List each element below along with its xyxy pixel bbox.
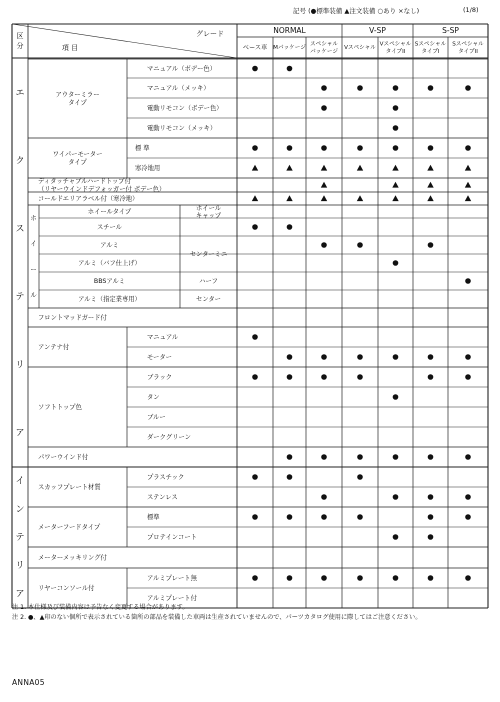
row-label: 電動リモコン（ボデー色） (147, 105, 223, 112)
standard-mark (428, 354, 434, 360)
standard-mark (287, 454, 293, 460)
order-mark (357, 165, 363, 171)
footnote: 注 1. 本仕様及び装備内容は予告なく変更する場合があります。 (12, 604, 189, 611)
standard-mark (465, 494, 471, 500)
standard-mark (428, 85, 434, 91)
standard-mark (321, 374, 327, 380)
grade-column: Mパッケージ (273, 45, 306, 51)
order-mark (252, 195, 258, 201)
category-label: タイプ (68, 99, 87, 107)
standard-mark (428, 534, 434, 540)
order-mark (427, 182, 433, 188)
order-mark (392, 195, 398, 201)
standard-mark (321, 105, 327, 111)
category-label: ワイパーモーター (52, 151, 103, 158)
standard-mark (428, 242, 434, 248)
standard-mark (465, 354, 471, 360)
row-label: 標 準 (135, 145, 150, 152)
section-label: テ (15, 533, 25, 543)
standard-mark (428, 575, 434, 581)
row-label: BBSアルミ (93, 278, 126, 285)
category-label: アウターミラー (55, 91, 100, 99)
row-label: マニュアル（メッキ） (147, 85, 210, 92)
standard-mark (321, 514, 327, 520)
order-mark (427, 165, 433, 171)
section-label: ス (15, 224, 25, 235)
grade-column: タイプII (385, 48, 406, 55)
row-label: ステンレス (147, 494, 178, 501)
wheel-cap-value: センターミニ (189, 251, 228, 258)
section-label: ア (15, 589, 25, 600)
standard-mark (287, 224, 293, 230)
wheel-cap-header: ホイール (195, 204, 222, 212)
row-label: 電動リモコン（メッキ） (147, 125, 217, 132)
standard-mark (252, 374, 258, 380)
standard-mark (357, 454, 363, 460)
category-label: タイプ (68, 159, 87, 166)
order-mark (465, 195, 471, 201)
grade-column: Vスペシャル (344, 45, 376, 51)
standard-mark (393, 85, 399, 91)
standard-mark (287, 474, 293, 480)
standard-mark (428, 454, 434, 460)
standard-mark (252, 66, 258, 72)
standard-mark (321, 85, 327, 91)
standard-mark (287, 374, 293, 380)
order-mark (465, 165, 471, 171)
order-mark (465, 182, 471, 188)
section-label: リ (15, 561, 25, 572)
standard-mark (465, 454, 471, 460)
standard-mark (357, 145, 363, 151)
section-label: イ (15, 476, 25, 487)
wheel-cap-value: センター (196, 296, 221, 303)
standard-mark (393, 260, 399, 266)
grade-group: V-SP (369, 26, 386, 35)
standard-mark (357, 514, 363, 520)
standard-mark (428, 374, 434, 380)
standard-mark (321, 354, 327, 360)
section-label: リ (15, 360, 25, 371)
row-label: アルミ (100, 242, 119, 249)
standard-mark (287, 575, 293, 581)
category-label: リヤーコンソール付 (38, 585, 95, 592)
standard-mark (393, 125, 399, 131)
standard-mark (465, 278, 471, 284)
standard-mark (393, 534, 399, 540)
table-marks (252, 66, 471, 581)
standard-mark (252, 514, 258, 520)
table-text (15, 26, 484, 602)
row-label: プロテインコート (147, 534, 197, 541)
order-mark (321, 165, 327, 171)
standard-mark (287, 66, 293, 72)
standard-mark (357, 242, 363, 248)
standard-mark (428, 494, 434, 500)
item-label: 項 目 (61, 44, 79, 52)
row-label: アルミ（指定業専用） (78, 296, 141, 303)
category-label: （リヤーウインドデフォッガー付 ボデー色） (38, 186, 166, 193)
page-number: (1/8) (463, 6, 479, 14)
order-mark (357, 195, 363, 201)
category-label: フロントマッドガード付 (38, 314, 107, 322)
grade-group: NORMAL (273, 26, 306, 35)
category-label: ホ (30, 214, 37, 222)
wheel-cap-value: ハーフ (199, 278, 218, 285)
row-label: マニュアル (147, 334, 179, 341)
order-mark (286, 195, 292, 201)
row-label: マニュアル（ボデー色） (147, 65, 217, 73)
standard-mark (465, 514, 471, 520)
category-label: イ (30, 240, 37, 248)
standard-mark (357, 85, 363, 91)
wheel-type-header: ホイールタイプ (87, 208, 132, 216)
grade-column: タイプI (421, 48, 440, 55)
row-label: スチール (97, 224, 122, 231)
grade-column: Vスペシャル (379, 41, 412, 48)
standard-mark (393, 494, 399, 500)
order-mark (321, 182, 327, 188)
order-mark (252, 165, 258, 171)
standard-mark (321, 575, 327, 581)
order-mark (427, 195, 433, 201)
wheel-cap-header: キャップ (195, 212, 222, 220)
row-label: アルミプレート付 (147, 595, 197, 602)
row-label: アルミプレート無 (147, 575, 197, 582)
standard-mark (357, 474, 363, 480)
symbol-legend: 記号 (●標準装備 ▲注文装備 ○あり ×なし) (293, 7, 420, 15)
row-label: タン (147, 394, 160, 401)
standard-mark (357, 374, 363, 380)
grade-column: Sスペシャル (452, 41, 484, 48)
standard-mark (465, 374, 471, 380)
standard-mark (357, 575, 363, 581)
grade-column: タイプII (458, 48, 478, 55)
grade-label: グレード (196, 30, 224, 38)
section-label: ク (15, 156, 25, 167)
row-label: 標準 (147, 514, 160, 521)
standard-mark (393, 354, 399, 360)
category-label: コールドエリアラベル付（寒冷地） (38, 195, 139, 203)
standard-mark (357, 354, 363, 360)
category-label: メーターフードタイプ (38, 524, 101, 531)
row-label: ダークグリーン (147, 434, 191, 441)
standard-mark (287, 514, 293, 520)
category-label: パワーウインド付 (38, 454, 89, 461)
order-mark (392, 165, 398, 171)
row-label: プラスチック (147, 474, 185, 481)
row-label: モーター (147, 354, 172, 361)
footnote: 注 2. ●、▲印のない個所で表示されている箇所の部品を装備した車両は生産されていませんので、パーツカタログ使用に際してはご注意ください。 (12, 614, 422, 621)
grade-column: スペシャル (310, 41, 338, 48)
standard-mark (252, 334, 258, 340)
standard-mark (465, 575, 471, 581)
standard-mark (393, 145, 399, 151)
standard-mark (252, 575, 258, 581)
standard-mark (393, 575, 399, 581)
kubun-label: 区 (16, 32, 24, 40)
standard-mark (428, 145, 434, 151)
standard-mark (287, 354, 293, 360)
standard-mark (252, 145, 258, 151)
row-label: 寒冷地用 (135, 165, 161, 172)
row-label: アルミ（バフ仕上げ） (78, 260, 141, 267)
grade-column: パッケージ (310, 48, 338, 55)
grade-column: Sスペシャル (414, 41, 447, 48)
category-label: ソフトトップ色 (38, 404, 82, 411)
standard-mark (287, 145, 293, 151)
category-label: メーターメッキリング付 (38, 554, 107, 562)
category-label: スカッフプレート材質 (38, 484, 101, 491)
standard-mark (465, 145, 471, 151)
category-label: ル (30, 292, 37, 300)
standard-mark (321, 454, 327, 460)
standard-mark (393, 454, 399, 460)
standard-mark (393, 105, 399, 111)
standard-mark (252, 224, 258, 230)
standard-mark (465, 85, 471, 91)
standard-mark (321, 145, 327, 151)
order-mark (286, 165, 292, 171)
standard-mark (321, 494, 327, 500)
kubun-label: 分 (16, 42, 24, 50)
row-label: ブルー (147, 414, 166, 421)
footnotes (12, 603, 496, 623)
category-label: ディタッチャブルハードトップ付 (38, 178, 131, 185)
category-label: アンテナ付 (38, 344, 70, 351)
section-label: ア (15, 428, 25, 439)
standard-mark (321, 242, 327, 248)
document-id: ANNA05 (12, 678, 45, 687)
section-label: テ (15, 292, 25, 303)
category-label: ー (30, 266, 37, 274)
section-label: ン (15, 504, 25, 515)
order-mark (321, 195, 327, 201)
section-label: エ (15, 88, 25, 99)
standard-mark (252, 474, 258, 480)
standard-mark (428, 514, 434, 520)
standard-mark (393, 394, 399, 400)
grade-group: S-SP (442, 26, 459, 35)
order-mark (392, 182, 398, 188)
grade-column: ベース車 (242, 44, 268, 52)
row-label: ブラック (147, 374, 173, 381)
